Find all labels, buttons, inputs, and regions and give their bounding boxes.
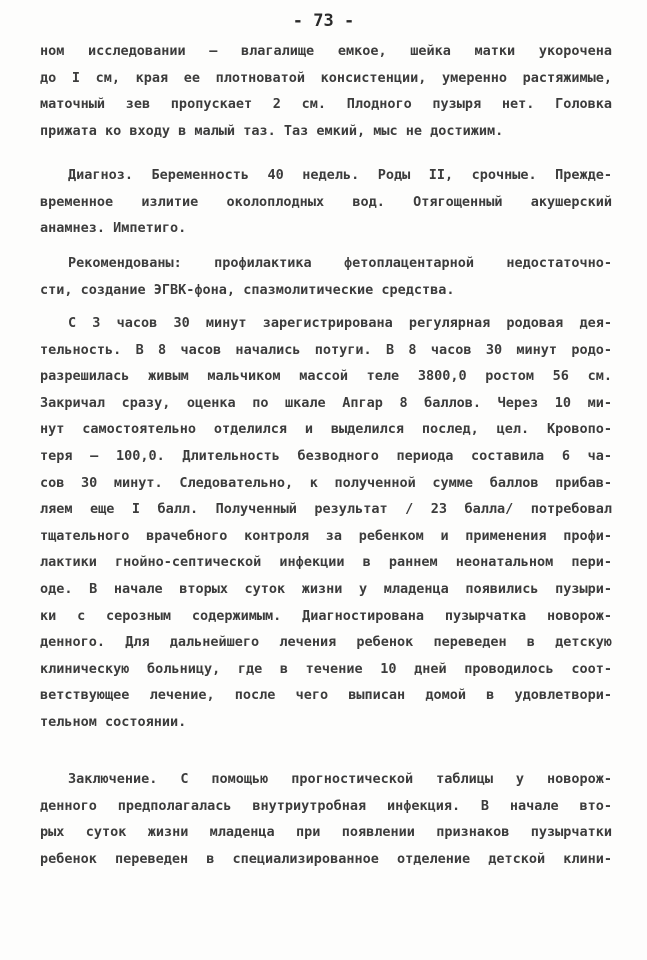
text-line: тщательного врачебного контроля за ребенком и применения профи-	[40, 527, 612, 544]
text-line: клиническую больницу, где в течение 10 дней проводилось соот-	[40, 660, 612, 677]
text-line: ляем еще I балл. Полученный результат / 23 балла/ потребовал	[40, 501, 612, 518]
text-line: анамнез. Импетиго.	[40, 220, 187, 237]
text-line: лактики гнойно-септической инфекции в раннем неонатальном пери-	[40, 554, 612, 571]
paragraph-diagnosis	[40, 162, 612, 242]
text-line: сов 30 минут. Следовательно, к полученной сумме баллов прибав-	[40, 474, 612, 491]
text-line: прижата ко входу в малый таз. Таз емкий, мыс не достижим.	[40, 122, 504, 139]
text-line: теря – 100,0. Длительность безводного периода составила 6 ча-	[40, 447, 612, 464]
paragraph-recommendations	[40, 250, 612, 303]
text-line: маточный зев пропускает 2 см. Плодного пузыря нет. Головка	[40, 96, 612, 113]
text-line: временное излитие околоплодных вод. Отягощенный акушерский	[40, 193, 612, 210]
text-line: С 3 часов 30 минут зарегистрирована регулярная родовая дея-	[68, 315, 612, 331]
text-line: сти, создание ЭГВК-фона, спазмолитические средства.	[40, 281, 455, 298]
text-line: ном исследовании – влагалище емкое, шейка матки укорочена	[40, 43, 612, 59]
text-line: денного. Для дальнейшего лечения ребенок переведен в детскую	[40, 634, 612, 651]
paragraph-exam-continuation	[40, 38, 612, 144]
paragraph-labor-course	[40, 310, 612, 736]
text-line: ребенок переведен в специализированное отделение детской клини-	[40, 850, 612, 867]
paragraph-conclusion	[40, 766, 612, 872]
text-line: тельность. В 8 часов начались потуги. В 8 часов 30 минут родо-	[40, 341, 612, 358]
text-line: ветствующее лечение, после чего выписан домой в удовлетвори-	[40, 687, 612, 704]
text-line: разрешилась живым мальчиком массой теле 3800,0 ростом 56 см.	[40, 368, 612, 385]
text-line: рых суток жизни младенца при появлении признаков пузырчатки	[40, 824, 612, 841]
text-line: Диагноз. Беременность 40 недель. Роды II, срочные. Преждe-	[68, 167, 612, 183]
text-line: денного предполагалась внутриутробная инфекция. В начале вто-	[40, 797, 612, 814]
text-line: Закричал сразу, оценка по шкале Апгар 8 баллов. Через 10 ми-	[40, 394, 612, 411]
text-line: нут самостоятельно отделился и выделился послед, цел. Кровопо-	[40, 421, 612, 438]
text-line: тельном состоянии.	[40, 713, 187, 730]
text-line: Рекомендованы: профилактика фетоплацентарной недостаточно-	[68, 255, 612, 271]
text-line: Заключение. С помощью прогностической таблицы у новорож-	[68, 771, 612, 787]
text-line: ки с серозным содержимым. Диагностирована пузырчатка новорож-	[40, 607, 612, 624]
text-line: оде. В начале вторых суток жизни у младенца появились пузыри-	[40, 580, 612, 597]
page-number: - 73 -	[292, 11, 355, 31]
text-line: до I см, края ее плотноватой консистенции, умеренно растяжимые,	[40, 69, 612, 86]
